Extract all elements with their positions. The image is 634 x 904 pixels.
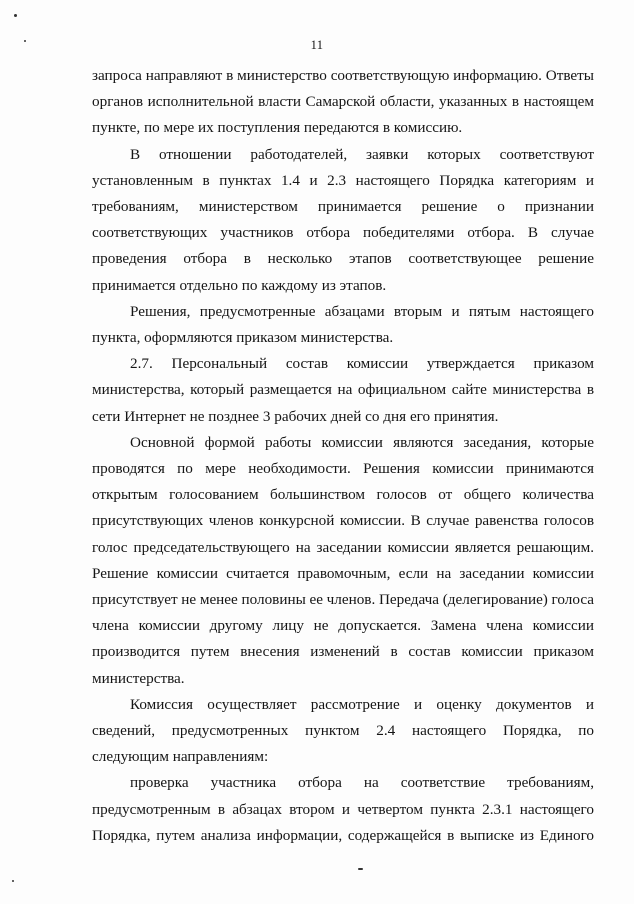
text-line: проведения отбора в несколько этапов соответствующее решение [92,250,595,268]
text-line: Основной формой работы комиссии являются заседания, которые [130,433,595,451]
text-line: Порядка, путем анализа информации, содержащейся в выписке из Единого [92,826,595,844]
text-line: министерства, который размещается на официальном сайте министерства в [92,381,594,399]
page-number: 11 [310,38,324,52]
text-line: голос председательствующего на заседании комиссии является решающим. [92,538,595,556]
scan-speck [14,14,17,17]
text-line: В отношении работодателей, заявки которых соответствуют [130,145,594,163]
text-line: требованиям, министерством принимается решение о признании [92,198,594,216]
text-line: проверка участника отбора на соответствие требованиям, [130,774,594,792]
text-line: проводятся по мере необходимости. Решения комиссии принимаются [92,460,594,478]
text-line: запроса направляют в министерство соответствующую информацию. Ответы [92,67,594,84]
paragraph [92,692,594,771]
paragraph [92,63,594,142]
scan-speck [358,868,363,870]
paragraph [92,142,594,299]
text-line: органов исполнительной власти Самарской области, указанных в настоящем [92,93,595,111]
paragraph [92,770,594,849]
text-line: Решение комиссии считается правомочным, если на заседании комиссии [92,564,595,582]
paragraph [92,299,594,351]
text-line: пункте, по мере их поступления передаются в комиссию. [92,119,463,137]
text-line: открытым голосованием большинством голосов от общего количества [92,486,594,504]
scan-speck [12,880,14,882]
text-line: Решения, предусмотренные абзацами вторым и пятым настоящего [130,302,595,320]
text-line: министерства. [92,669,185,687]
text-line: принимается отдельно по каждому из этапов. [92,276,387,294]
paragraph [92,430,594,692]
text-line: 2.7. Персональный состав комиссии утверждается приказом [130,355,595,373]
text-line: производится путем внесения изменений в состав комиссии приказом [92,643,595,661]
text-line: установленным в пунктах 1.4 и 2.3 настоящего Порядка категориям и [92,171,595,189]
text-line: следующим направлениям: [92,748,269,766]
text-line: Комиссия осуществляет рассмотрение и оценку документов и [130,695,595,713]
text-line: присутствующих членов конкурсной комиссии. В случае равенства голосов [92,512,595,530]
text-line: пункта, оформляются приказом министерства. [92,329,394,347]
text-line: предусмотренным в абзацах втором и четвертом пункта 2.3.1 настоящего [92,800,594,818]
text-line: присутствует не менее половины ее членов. Передача (делегирование) голоса [92,591,595,609]
scan-speck [24,40,26,42]
paragraph [92,351,594,430]
text-line: сведений, предусмотренных пунктом 2.4 настоящего Порядка, по [92,722,595,740]
text-line: сети Интернет не позднее 3 рабочих дней со дня его принятия. [92,407,499,425]
text-line: соответствующих участников отбора победителями отбора. В случае [92,224,595,242]
document-body [92,63,594,849]
text-line: члена комиссии другому лицу не допускается. Замена члена комиссии [92,617,595,635]
